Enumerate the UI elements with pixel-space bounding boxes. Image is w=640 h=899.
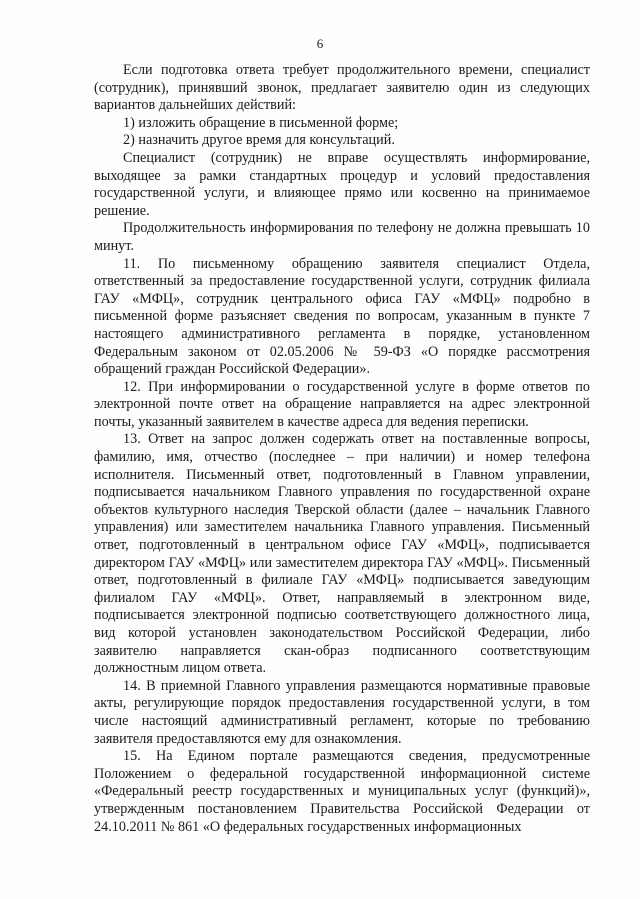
page-number: 6: [316, 36, 324, 51]
paragraph-item-11: 11. По письменному обращению заявителя специалист Отдела, ответственный за предоставление государственной услуги, сотрудник филиала ГАУ «МФЦ», сотрудник центрального офиса ГАУ «МФЦ» подробно в письменной форме разъясняет сведения по вопросам, указанным в пункте 7 настоящего административного регламента в порядке, установленном Федеральным законом от 02.05.2006 № 59-ФЗ «О порядке рассмотрения обращений граждан Российской Федерации».: [94, 255, 590, 378]
paragraph-item-15: 15. На Едином портале размещаются сведения, предусмотренные Положением о федеральной государственной информационной системе «Федеральный реестр государственных и муниципальных услуг (функций)», утвержденным постановлением Правительства Российской Федерации от 24.10.2011 № 861 «О федеральных государственных информационных: [94, 748, 590, 835]
paragraph-phone-duration: Продолжительность информирования по телефону не должна превышать 10 минут.: [94, 220, 590, 254]
paragraph-item-13: 13. Ответ на запрос должен содержать ответ на поставленные вопросы, фамилию, имя, отчество (последнее – при наличии) и номер телефона исполнителя. Письменный ответ, подготовленный в Главном управлении, подписывается начальником Главного управления по государственной охране объектов культурного наследия Тверской области (далее – начальник Главного управления) или заместителем начальника Главного управления. Письменный ответ, подготовленный в центральном офисе ГАУ «МФЦ», подписывается директором ГАУ «МФЦ» или заместителем директора ГАУ «МФЦ». Письменный ответ, подготовленный в филиале ГАУ «МФЦ» подписывается заведующим филиалом ГАУ «МФЦ». Ответ, направляемый в электронном виде, подписывается электронной подписью соответствующего должностного лица, вид которой установлен законодательством Российской Федерации, либо заявителю направляется скан-образ подписанного соответствующим должностным лицом ответа.: [94, 431, 590, 677]
paragraph-specialist-limits: Специалист (сотрудник) не вправе осуществлять информирование, выходящее за рамки стандартных процедур и условий предоставления государственной услуги, и влияющее прямо или косвенно на принимаемое решение.: [94, 149, 590, 219]
document-body: [94, 62, 590, 836]
paragraph-item-14: 14. В приемной Главного управления размещаются нормативные правовые акты, регулирующие порядок предоставления государственной услуги, в том числе настоящий административный регламент, которые по требованию заявителя предоставляются ему для ознакомления.: [94, 677, 590, 747]
list-item-written-form: 1) изложить обращение в письменной форме;: [123, 114, 399, 131]
paragraph-phone-followup: Если подготовка ответа требует продолжительного времени, специалист (сотрудник), принявший звонок, предлагает заявителю один из следующих вариантов дальнейших действий:: [94, 62, 590, 114]
paragraph-item-12: 12. При информировании о государственной услуге в форме ответов по электронной почте ответ на обращение направляется на адрес электронной почты, указанный заявителем в качестве адреса для ведения переписки.: [94, 378, 590, 430]
list-item-reschedule: 2) назначить другое время для консультаций.: [123, 132, 395, 149]
